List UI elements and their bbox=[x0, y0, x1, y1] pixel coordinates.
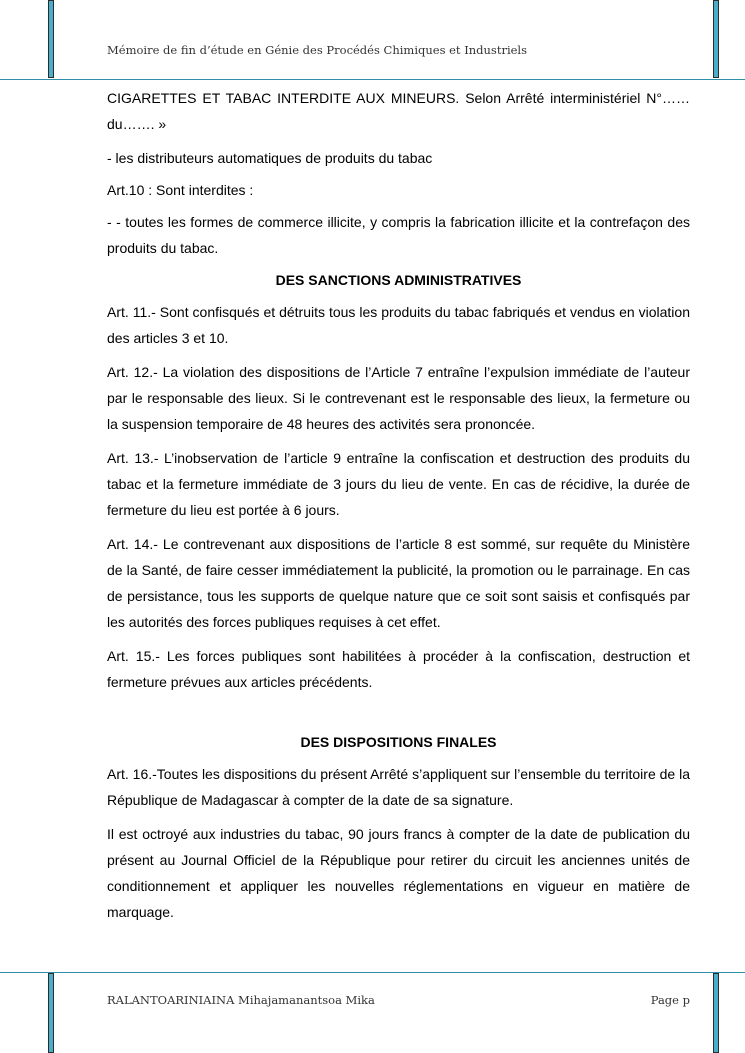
paragraph-grace-period: Il est octroyé aux industries du tabac, 90 jours francs à compter de la date de publication du présent au Journal Officiel de la République pour retirer du circuit les anciennes unités de conditionnement et appliquer les nouvelles réglementations en vigueur en matière de marquage. bbox=[107, 826, 690, 920]
header-rule bbox=[0, 79, 745, 80]
footer-author: RALANTOARINIAINA Mihajamanantsoa Mika bbox=[107, 993, 375, 1007]
paragraph-art10: Art.10 : Sont interdites : bbox=[107, 182, 254, 198]
paragraph-art12: Art. 12.- La violation des dispositions de l’Article 7 entraîne l’expulsion immédiate de l’auteur par le responsable des lieux. Si le contrevenant est le responsable des lieux, la fermeture ou la suspension temporaire de 48 heures des activités sera prononcée. bbox=[107, 364, 690, 432]
paragraph-illicit-trade: - - toutes les formes de commerce illicite, y compris la fabrication illicite et la contrefaçon des produits du tabac. bbox=[107, 214, 690, 256]
paragraph-art16: Art. 16.-Toutes les dispositions du présent Arrêté s’appliquent sur l’ensemble du territoire de la République de Madagascar à compter de la date de sa signature. bbox=[107, 766, 690, 808]
page-number: Page p bbox=[650, 993, 690, 1007]
heading-final-provisions: DES DISPOSITIONS FINALES bbox=[300, 734, 497, 750]
paragraph-art11: Art. 11.- Sont confisqués et détruits tous les produits du tabac fabriqués et vendus en violation des articles 3 et 10. bbox=[107, 304, 690, 346]
footer-right-bar bbox=[713, 973, 719, 1053]
header-left-bar bbox=[48, 0, 54, 78]
heading-sanctions: DES SANCTIONS ADMINISTRATIVES bbox=[275, 272, 522, 288]
paragraph-art14: Art. 14.- Le contrevenant aux dispositions de l’article 8 est sommé, sur requête du Ministère de la Santé, de faire cesser immédiatement la publicité, la promotion ou le parrainage. En cas de persistance, tous les supports de quelque nature que ce soit sont saisis et confisqués par les autorités des forces publiques requises à cet effet. bbox=[107, 536, 690, 630]
paragraph-vending-machines: - les distributeurs automatiques de produits du tabac bbox=[107, 150, 433, 166]
page-body bbox=[107, 85, 690, 933]
footer-rule bbox=[0, 972, 745, 973]
header-right-bar bbox=[713, 0, 719, 78]
paragraph-art15: Art. 15.- Les forces publiques sont habilitées à procéder à la confiscation, destruction et fermeture prévues aux articles précédents. bbox=[107, 648, 690, 690]
paragraph-art13: Art. 13.- L’inobservation de l’article 9 entraîne la confiscation et destruction des produits du tabac et la fermeture immédiate de 3 jours du lieu de vente. En cas de récidive, la durée de fermeture du lieu est portée à 6 jours. bbox=[107, 450, 690, 518]
paragraph-cigarettes-notice: CIGARETTES ET TABAC INTERDITE AUX MINEURS. Selon Arrêté interministériel N°……du……. » bbox=[107, 90, 690, 132]
footer-left-bar bbox=[48, 973, 54, 1053]
running-header: Mémoire de fin d’étude en Génie des Procédés Chimiques et Industriels bbox=[107, 43, 528, 57]
